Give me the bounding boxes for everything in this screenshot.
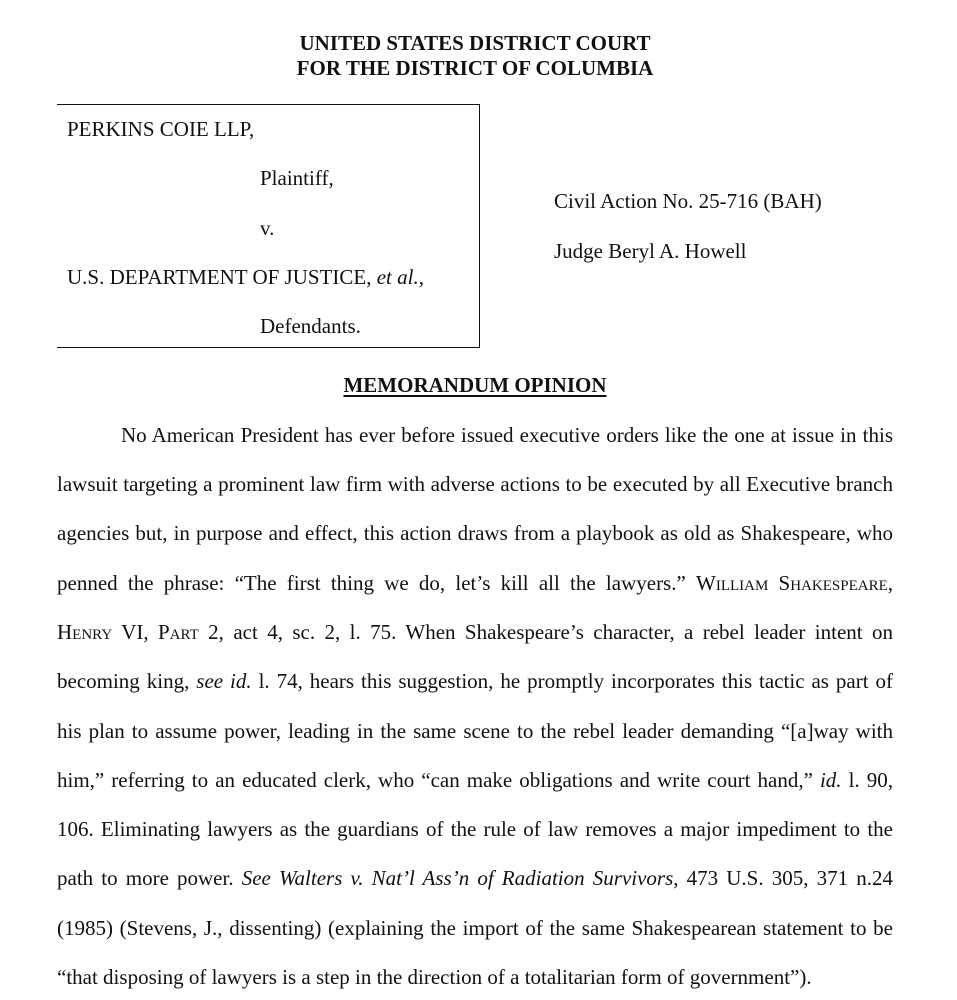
body-line-11: (1985) (Stevens, J., dissenting) (explaining the import of the same Shakespearean statement to be xyxy=(57,916,893,940)
body-line-9: 106. Eliminating lawyers as the guardians of the rule of law removes a major impediment to the xyxy=(57,817,893,841)
court-header xyxy=(0,31,950,81)
body-line-6: becoming king, see id. l. 74, hears this suggestion, he promptly incorporates this tactic as part of xyxy=(57,669,893,693)
court-name: UNITED STATES DISTRICT COURT xyxy=(299,31,651,55)
versus-label: v. xyxy=(260,216,275,240)
case-citation: See Walters v. Nat’l Ass’n of Radiation Survivors xyxy=(241,866,674,890)
defendant-name: U.S. DEPARTMENT OF JUSTICE, et al., xyxy=(67,265,424,289)
id-signal-2: id. xyxy=(819,768,842,792)
body-line-10: path to more power. See Walters v. Nat’l Ass’n of Radiation Survivors, 473 U.S. 305, 371 n.24 xyxy=(57,866,893,890)
id-signal: see id. xyxy=(196,669,252,693)
body-line-2: lawsuit targeting a prominent law firm with adverse actions to be executed by all Executive branch xyxy=(57,472,893,496)
plaintiff-name: PERKINS COIE LLP, xyxy=(67,117,255,141)
body-line-1: No American President has ever before issued executive orders like the one at issue in this xyxy=(121,423,893,447)
work-citation: Henry VI, Part 2 xyxy=(57,620,219,644)
plaintiff-role: Plaintiff, xyxy=(260,166,334,190)
body-line-5: Henry VI, Part 2, act 4, sc. 2, l. 75. When Shakespeare’s character, a rebel leader intent on xyxy=(57,620,893,644)
author-citation: William Shakespeare, xyxy=(696,571,893,595)
civil-action-number: Civil Action No. 25-716 (BAH) xyxy=(554,189,822,213)
body-line-8: him,” referring to an educated clerk, who “can make obligations and write court hand,” id. l. 90, xyxy=(57,768,893,792)
defendant-role: Defendants. xyxy=(260,314,361,338)
body-line-3: agencies but, in purpose and effect, this action draws from a playbook as old as Shakespeare, who xyxy=(57,521,893,545)
body-line-4: penned the phrase: “The first thing we do, let’s kill all the lawyers.” William Shakespeare, xyxy=(57,571,893,595)
body-line-12: “that disposing of lawyers is a step in the direction of a totalitarian form of government”). xyxy=(57,965,812,989)
et-al: et al. xyxy=(376,265,419,289)
body-line-7: his plan to assume power, leading in the same scene to the rebel leader demanding “[a]way with xyxy=(57,719,893,743)
court-district: FOR THE DISTRICT OF COLUMBIA xyxy=(296,56,654,80)
judge-name: Judge Beryl A. Howell xyxy=(554,239,747,263)
document-title: MEMORANDUM OPINION xyxy=(343,373,607,397)
